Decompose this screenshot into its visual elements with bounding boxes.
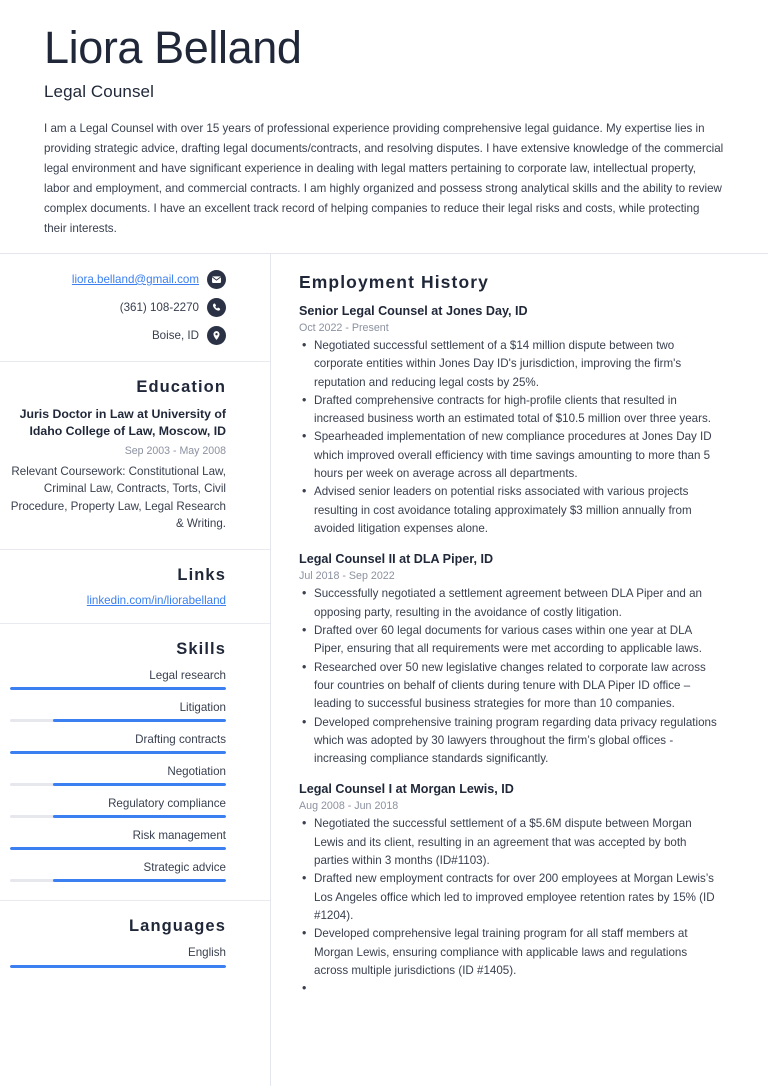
- skill-item: [10, 796, 226, 818]
- skill-label: Risk management: [132, 829, 226, 843]
- skill-item: [10, 732, 226, 754]
- employment-dates: Aug 2008 - Jun 2018: [299, 800, 399, 813]
- education-entry: [10, 406, 226, 533]
- envelope-icon: [207, 270, 226, 289]
- links-heading: Links: [177, 566, 226, 585]
- languages-heading: Languages: [128, 917, 226, 936]
- skill-level-fill: [10, 847, 226, 850]
- skill-label: Negotiation: [167, 765, 226, 779]
- location-value: Boise, ID: [151, 328, 199, 342]
- skills-section: [0, 624, 270, 901]
- employment-bullet-list: [299, 585, 724, 768]
- employment-bullet: • Negotiated the successful settlement of a $5.6M dispute between Morgan Lewis and its client, resulting in an agreement that was accepted by both parties within 3 months (ID#1103).: [299, 815, 724, 870]
- employment-bullet: • Successfully negotiated a settlement agreement between DLA Piper and an opposing party, resulting in the avoidance of costly litigation.: [299, 585, 724, 622]
- skill-level-bar: [10, 847, 226, 850]
- skill-label: Drafting contracts: [135, 733, 226, 747]
- employment-dates: Oct 2022 - Present: [299, 321, 389, 334]
- skill-label: Litigation: [179, 701, 226, 715]
- employment-bullet: • Drafted comprehensive contracts for high-profile clients that resulted in increased business worth an estimated total of $10.5 million over three years.: [299, 392, 724, 429]
- language-item: [10, 945, 226, 967]
- employment-title: Senior Legal Counsel at Jones Day, ID: [299, 303, 528, 318]
- main-column: [271, 254, 768, 1086]
- skill-level-bar: [10, 751, 226, 754]
- skill-level-bar: [10, 815, 226, 818]
- skill-level-bar: [10, 719, 226, 722]
- employment-bullet: [299, 980, 724, 997]
- map-pin-icon: [207, 326, 226, 345]
- employment-bullet: • Advised senior leaders on potential risks associated with various projects resulting in cost avoidance totaling approximately $3 million annually from avoided litigation expenses alone.: [299, 483, 724, 538]
- employment-bullet-list: [299, 815, 724, 997]
- skill-level-bar: [10, 879, 226, 882]
- employment-title: Legal Counsel II at DLA Piper, ID: [299, 552, 494, 567]
- education-description: Relevant Coursework: Constitutional Law, Criminal Law, Contracts, Torts, Civil Procedure, Property Law, Legal Research & Writing.: [10, 464, 226, 531]
- phone-value: (361) 108-2270: [119, 300, 199, 314]
- job-title-subtitle: Legal Counsel: [44, 82, 154, 102]
- skill-label: Legal research: [149, 669, 226, 683]
- language-label: English: [187, 946, 226, 960]
- resume-body: [0, 254, 768, 1086]
- phone-icon: [207, 298, 226, 317]
- skill-label: Regulatory compliance: [108, 797, 226, 811]
- employment-bullet: • Drafted new employment contracts for over 200 employees at Morgan Lewis’s Los Angeles office which led to improved employee retention rates by 15% (ID #1204).: [299, 870, 724, 925]
- skills-heading: Skills: [176, 640, 226, 659]
- skill-level-bar: [10, 687, 226, 690]
- languages-list: [10, 945, 226, 967]
- skill-item: [10, 668, 226, 690]
- sidebar: [0, 254, 271, 1086]
- employment-history-list: [299, 303, 724, 997]
- skill-level-fill: [53, 879, 226, 882]
- language-level-bar: [10, 965, 226, 968]
- skill-level-fill: [53, 783, 226, 786]
- skill-level-fill: [53, 815, 226, 818]
- education-section: [0, 362, 270, 550]
- languages-section: [0, 901, 270, 985]
- page-title: Liora Belland: [44, 22, 302, 73]
- skill-level-fill: [10, 751, 226, 754]
- contact-row-email[interactable]: [10, 270, 226, 289]
- skills-list: [10, 668, 226, 882]
- skill-item: [10, 828, 226, 850]
- employment-dates: Jul 2018 - Sep 2022: [299, 570, 395, 583]
- employment-entry: [299, 781, 724, 997]
- skill-level-bar: [10, 783, 226, 786]
- email-value[interactable]: liora.belland@gmail.com: [71, 272, 199, 286]
- education-heading: Education: [136, 377, 226, 396]
- employment-bullet: • Negotiated successful settlement of a $14 million dispute between two corporate entities within Jones Day ID's jurisdiction, improving the firm's reputation and reducing legal costs by 25%.: [299, 337, 724, 392]
- education-dates: Sep 2003 - May 2008: [124, 444, 226, 457]
- links-section: [0, 550, 270, 624]
- skill-item: [10, 764, 226, 786]
- contact-row-location: [10, 326, 226, 345]
- employment-bullet-list: [299, 337, 724, 538]
- employment-bullet: • Spearheaded implementation of new compliance procedures at Jones Day ID which improved overall efficiency with time savings amounting to more than 5 hours per week on average across all departments.: [299, 428, 724, 483]
- skill-label: Strategic advice: [143, 861, 226, 875]
- skill-item: [10, 700, 226, 722]
- resume-header: [0, 0, 768, 253]
- employment-bullet: • Developed comprehensive legal training program for all staff members at Morgan Lewis, ensuring compliance with applicable laws and regulations across multiple jurisdictions (ID #1405).: [299, 925, 724, 980]
- language-level-fill: [10, 965, 226, 968]
- employment-bullet: • Researched over 50 new legislative changes related to corporate law across four countries on behalf of clients during tenure with DLA Piper ID office – leading to successful business strategies for more than 10 companies.: [299, 659, 724, 714]
- employment-bullet: • Developed comprehensive training program regarding data privacy regulations which was adopted by 30 lawyers throughout the firm’s global offices - increasing compliance standards significantly.: [299, 714, 724, 769]
- link-item-linkedin[interactable]: linkedin.com/in/liorabelland: [86, 594, 226, 608]
- contact-row-phone[interactable]: [10, 298, 226, 317]
- skill-level-fill: [10, 687, 226, 690]
- employment-history-heading: Employment History: [299, 271, 489, 292]
- employment-bullet: • Drafted over 60 legal documents for various cases within one year at DLA Piper, ensuring that all requirements were met according to applicable laws.: [299, 622, 724, 659]
- contact-section: [0, 254, 270, 362]
- employment-entry: [299, 303, 724, 538]
- employment-entry: [299, 551, 724, 768]
- employment-title: Legal Counsel I at Morgan Lewis, ID: [299, 782, 514, 797]
- skill-level-fill: [53, 719, 226, 722]
- skill-item: [10, 860, 226, 882]
- education-degree: Juris Doctor in Law at University of Idaho College of Law, Moscow, ID: [19, 406, 226, 439]
- professional-summary: I am a Legal Counsel with over 15 years of professional experience providing comprehensive legal guidance. My expertise lies in providing strategic advice, drafting legal documents/contracts, and resolving disputes. I have extensive knowledge of the commercial legal environment and have significant experience in dealing with legal matters pertaining to corporate law, intellectual property, labor and employment, and commercial contracts. I am highly organized and possess strong analytical skills and the ability to review complex documents. I have an excellent track record of helping companies to reduce their legal risks and costs, while protecting their interests.: [44, 122, 724, 235]
